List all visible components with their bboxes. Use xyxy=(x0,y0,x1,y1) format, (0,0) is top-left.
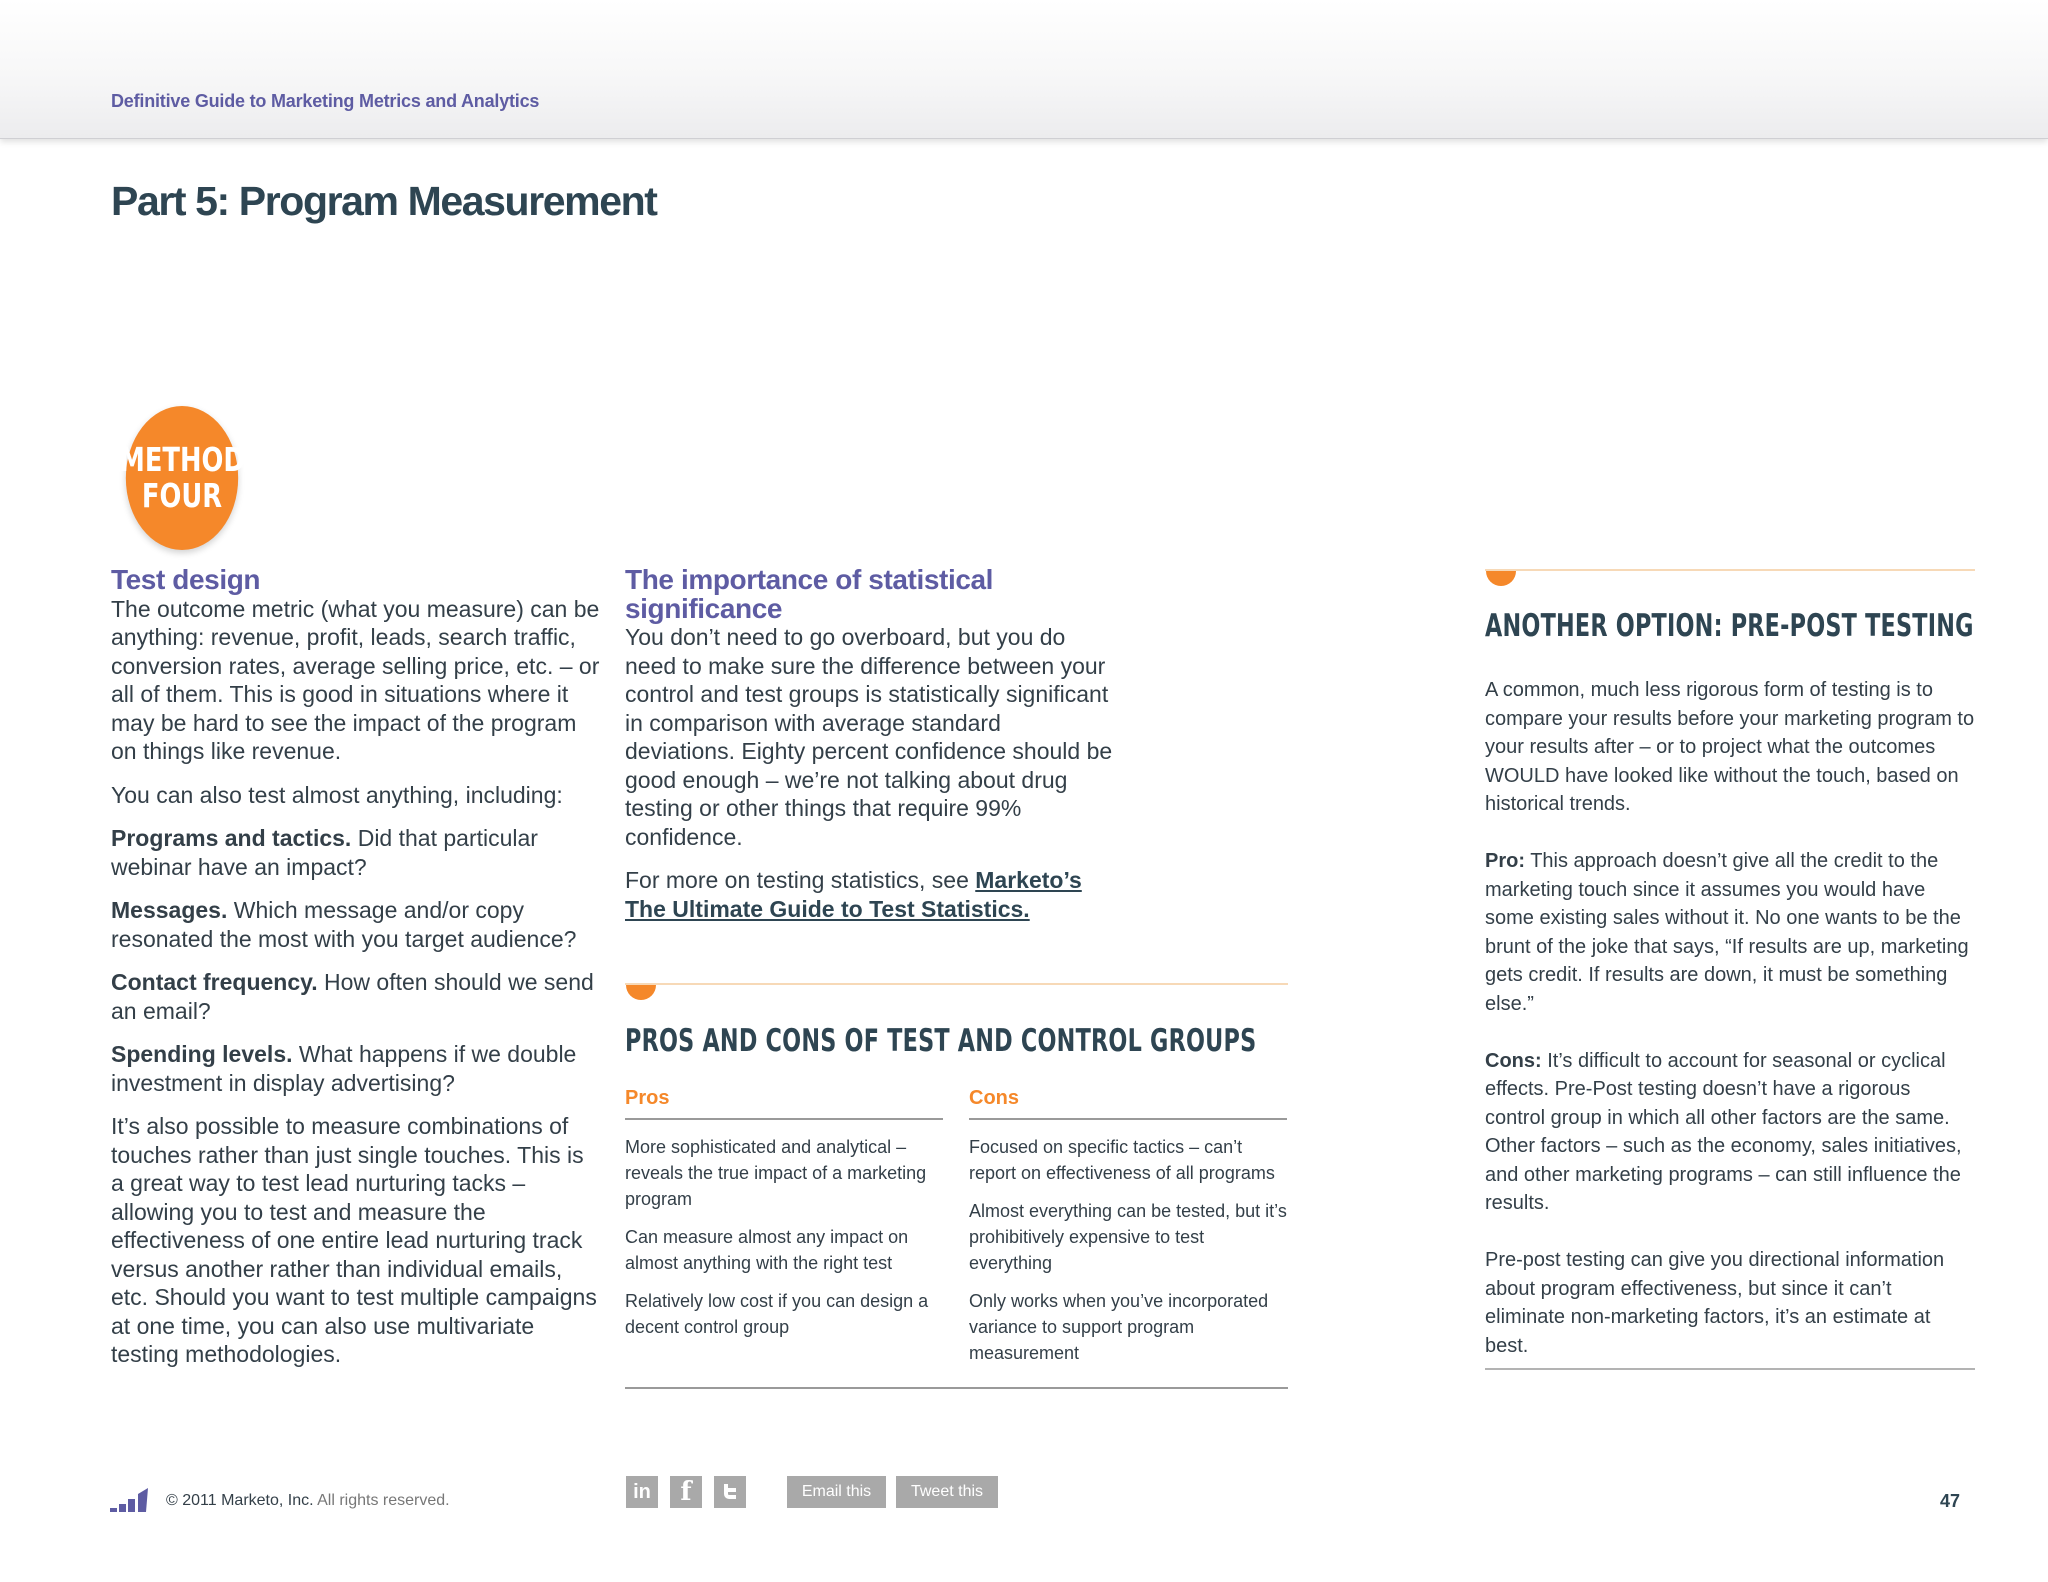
pre-post-cons xyxy=(1485,1047,1975,1218)
test-statistics-guide-link[interactable]: The Ultimate Guide to Test Statistics. xyxy=(625,895,1030,922)
page-number: 47 xyxy=(1940,1491,1961,1511)
test-item-frequency xyxy=(111,968,601,1025)
cons-text: It’s difficult to account for seasonal or cyclical effects. Pre-Post testing doesn’t have a rigorous control group in which all other factors are the same. Other factors – such as the economy, sales initiatives, and other marketing programs – can still influence the results. xyxy=(1485,1049,1962,1214)
twitter-icon[interactable] xyxy=(714,1476,746,1508)
cons-item: Only works when you’ve incorporated variance to support program measurement xyxy=(969,1291,1269,1363)
test-item-term: Contact frequency. xyxy=(111,969,318,995)
page-title: Part 5: Program Measurement xyxy=(111,178,657,224)
cons-label: Cons: xyxy=(1485,1049,1542,1072)
test-item-term: Messages. xyxy=(111,897,228,923)
test-design-intro: You can also test almost anything, including: xyxy=(111,781,563,808)
marketo-link[interactable]: Marketo’s xyxy=(975,867,1082,893)
test-item-programs xyxy=(111,824,601,881)
pre-post-summary: Pre-post testing can give you directional information about program effectiveness, but since it can’t eliminate non-marketing factors, it’s an estimate at best. xyxy=(1485,1249,1945,1357)
pre-post-heading: ANOTHER OPTION: PRE-POST TESTING xyxy=(1485,608,1974,644)
pros-cons-top-rule xyxy=(625,983,1288,985)
copyright-rights: All rights reserved. xyxy=(313,1492,450,1509)
pros-label: Pros xyxy=(625,1085,943,1120)
significance-more-info xyxy=(625,866,1115,923)
pros-cons-bottom-rule xyxy=(625,1387,1288,1389)
test-item-term: Programs and tactics. xyxy=(111,825,352,851)
pros-cons-marker xyxy=(626,985,656,1000)
test-item-text: Did that particular webinar have an impact? xyxy=(111,825,538,880)
pros-item: Can measure almost any impact on almost anything with the right test xyxy=(625,1227,909,1273)
pro-label: Pro: xyxy=(1485,850,1525,872)
document-title: Definitive Guide to Marketing Metrics and Analytics xyxy=(111,91,540,111)
pros-item: Relatively low cost if you can design a decent control group xyxy=(625,1291,929,1337)
method-badge-line1: METHOD xyxy=(119,440,245,479)
test-design-section xyxy=(111,566,601,1369)
test-item-spending xyxy=(111,1040,601,1097)
copyright-main: © 2011 Marketo, Inc. xyxy=(166,1492,314,1509)
pre-post-bottom-rule xyxy=(1485,1368,1975,1370)
method-badge-line2: FOUR xyxy=(141,476,223,515)
test-item-term: Spending levels. xyxy=(111,1041,293,1067)
cons-item: Almost everything can be tested, but it’s prohibitively expensive to test everything xyxy=(969,1201,1287,1273)
pros-cons-heading: PROS AND CONS OF TEST AND CONTROL GROUPS xyxy=(625,1023,1257,1059)
email-this-button[interactable]: Email this xyxy=(787,1476,886,1508)
copyright-notice xyxy=(166,1492,450,1510)
test-item-text: What happens if we double investment in display advertising? xyxy=(111,1041,577,1096)
pre-post-pro xyxy=(1485,847,1975,1018)
pro-text: This approach doesn’t give all the credit to the marketing touch since it assumes you would have some existing sales without it. No one wants to be the brunt of the joke that says, “If results are up, marketing gets credit. If results are down, it must be something else.” xyxy=(1485,850,1969,1015)
more-info-prefix: For more on testing statistics, see xyxy=(625,867,976,893)
cons-column xyxy=(969,1085,1287,1378)
linkedin-icon[interactable]: in xyxy=(626,1476,658,1508)
significance-heading: The importance of statistical significance xyxy=(625,564,994,624)
header-band xyxy=(0,0,2048,139)
pros-column xyxy=(625,1085,943,1352)
significance-paragraph: You don’t need to go overboard, but you do need to make sure the difference between your control and test groups is statistically significant in comparison with average standard deviations. Eighty percent confidence should be good enough – we’re not talking about drug testing or other things that require 99% confidence. xyxy=(625,624,1113,850)
test-design-heading: Test design xyxy=(111,564,261,595)
pros-item: More sophisticated and analytical – reveals the true impact of a marketing program xyxy=(625,1137,927,1209)
cons-item: Focused on specific tactics – can’t report on effectiveness of all programs xyxy=(969,1137,1275,1183)
method-badge xyxy=(119,406,245,550)
test-item-text: Which message and/or copy resonated the most with you target audience? xyxy=(111,897,577,952)
pre-post-top-rule xyxy=(1485,569,1975,571)
significance-section xyxy=(625,566,1115,938)
test-item-messages xyxy=(111,896,601,953)
pre-post-marker xyxy=(1486,571,1516,586)
test-item-text: How often should we send an email? xyxy=(111,969,594,1024)
marketo-logo-icon xyxy=(110,1488,150,1514)
facebook-icon[interactable]: f xyxy=(670,1476,702,1508)
test-design-combinations: It’s also possible to measure combinations of touches rather than just single touches. This is a great way to test lead nurturing tacks – allowing you to test and measure the effectiveness of one entire lead nurturing track versus another rather than individual emails, etc. Should you want to test multiple campaigns at one time, you can also use multivariate testing methodologies. xyxy=(111,1113,597,1367)
pre-post-intro: A common, much less rigorous form of testing is to compare your results before your marketing program to your results after – or to project what the outcomes WOULD have looked like without the touch, based on historical trends. xyxy=(1485,679,1975,815)
pre-post-section xyxy=(1485,676,1975,1389)
twitter-bird-icon xyxy=(719,1481,741,1503)
tweet-this-button[interactable]: Tweet this xyxy=(896,1476,998,1508)
test-design-paragraph: The outcome metric (what you measure) can be anything: revenue, profit, leads, search traffic, conversion rates, average selling price, etc. – or all of them. This is good in situations where it may be hard to see the impact of the program on things like revenue. xyxy=(111,595,600,764)
cons-label: Cons xyxy=(969,1085,1287,1120)
